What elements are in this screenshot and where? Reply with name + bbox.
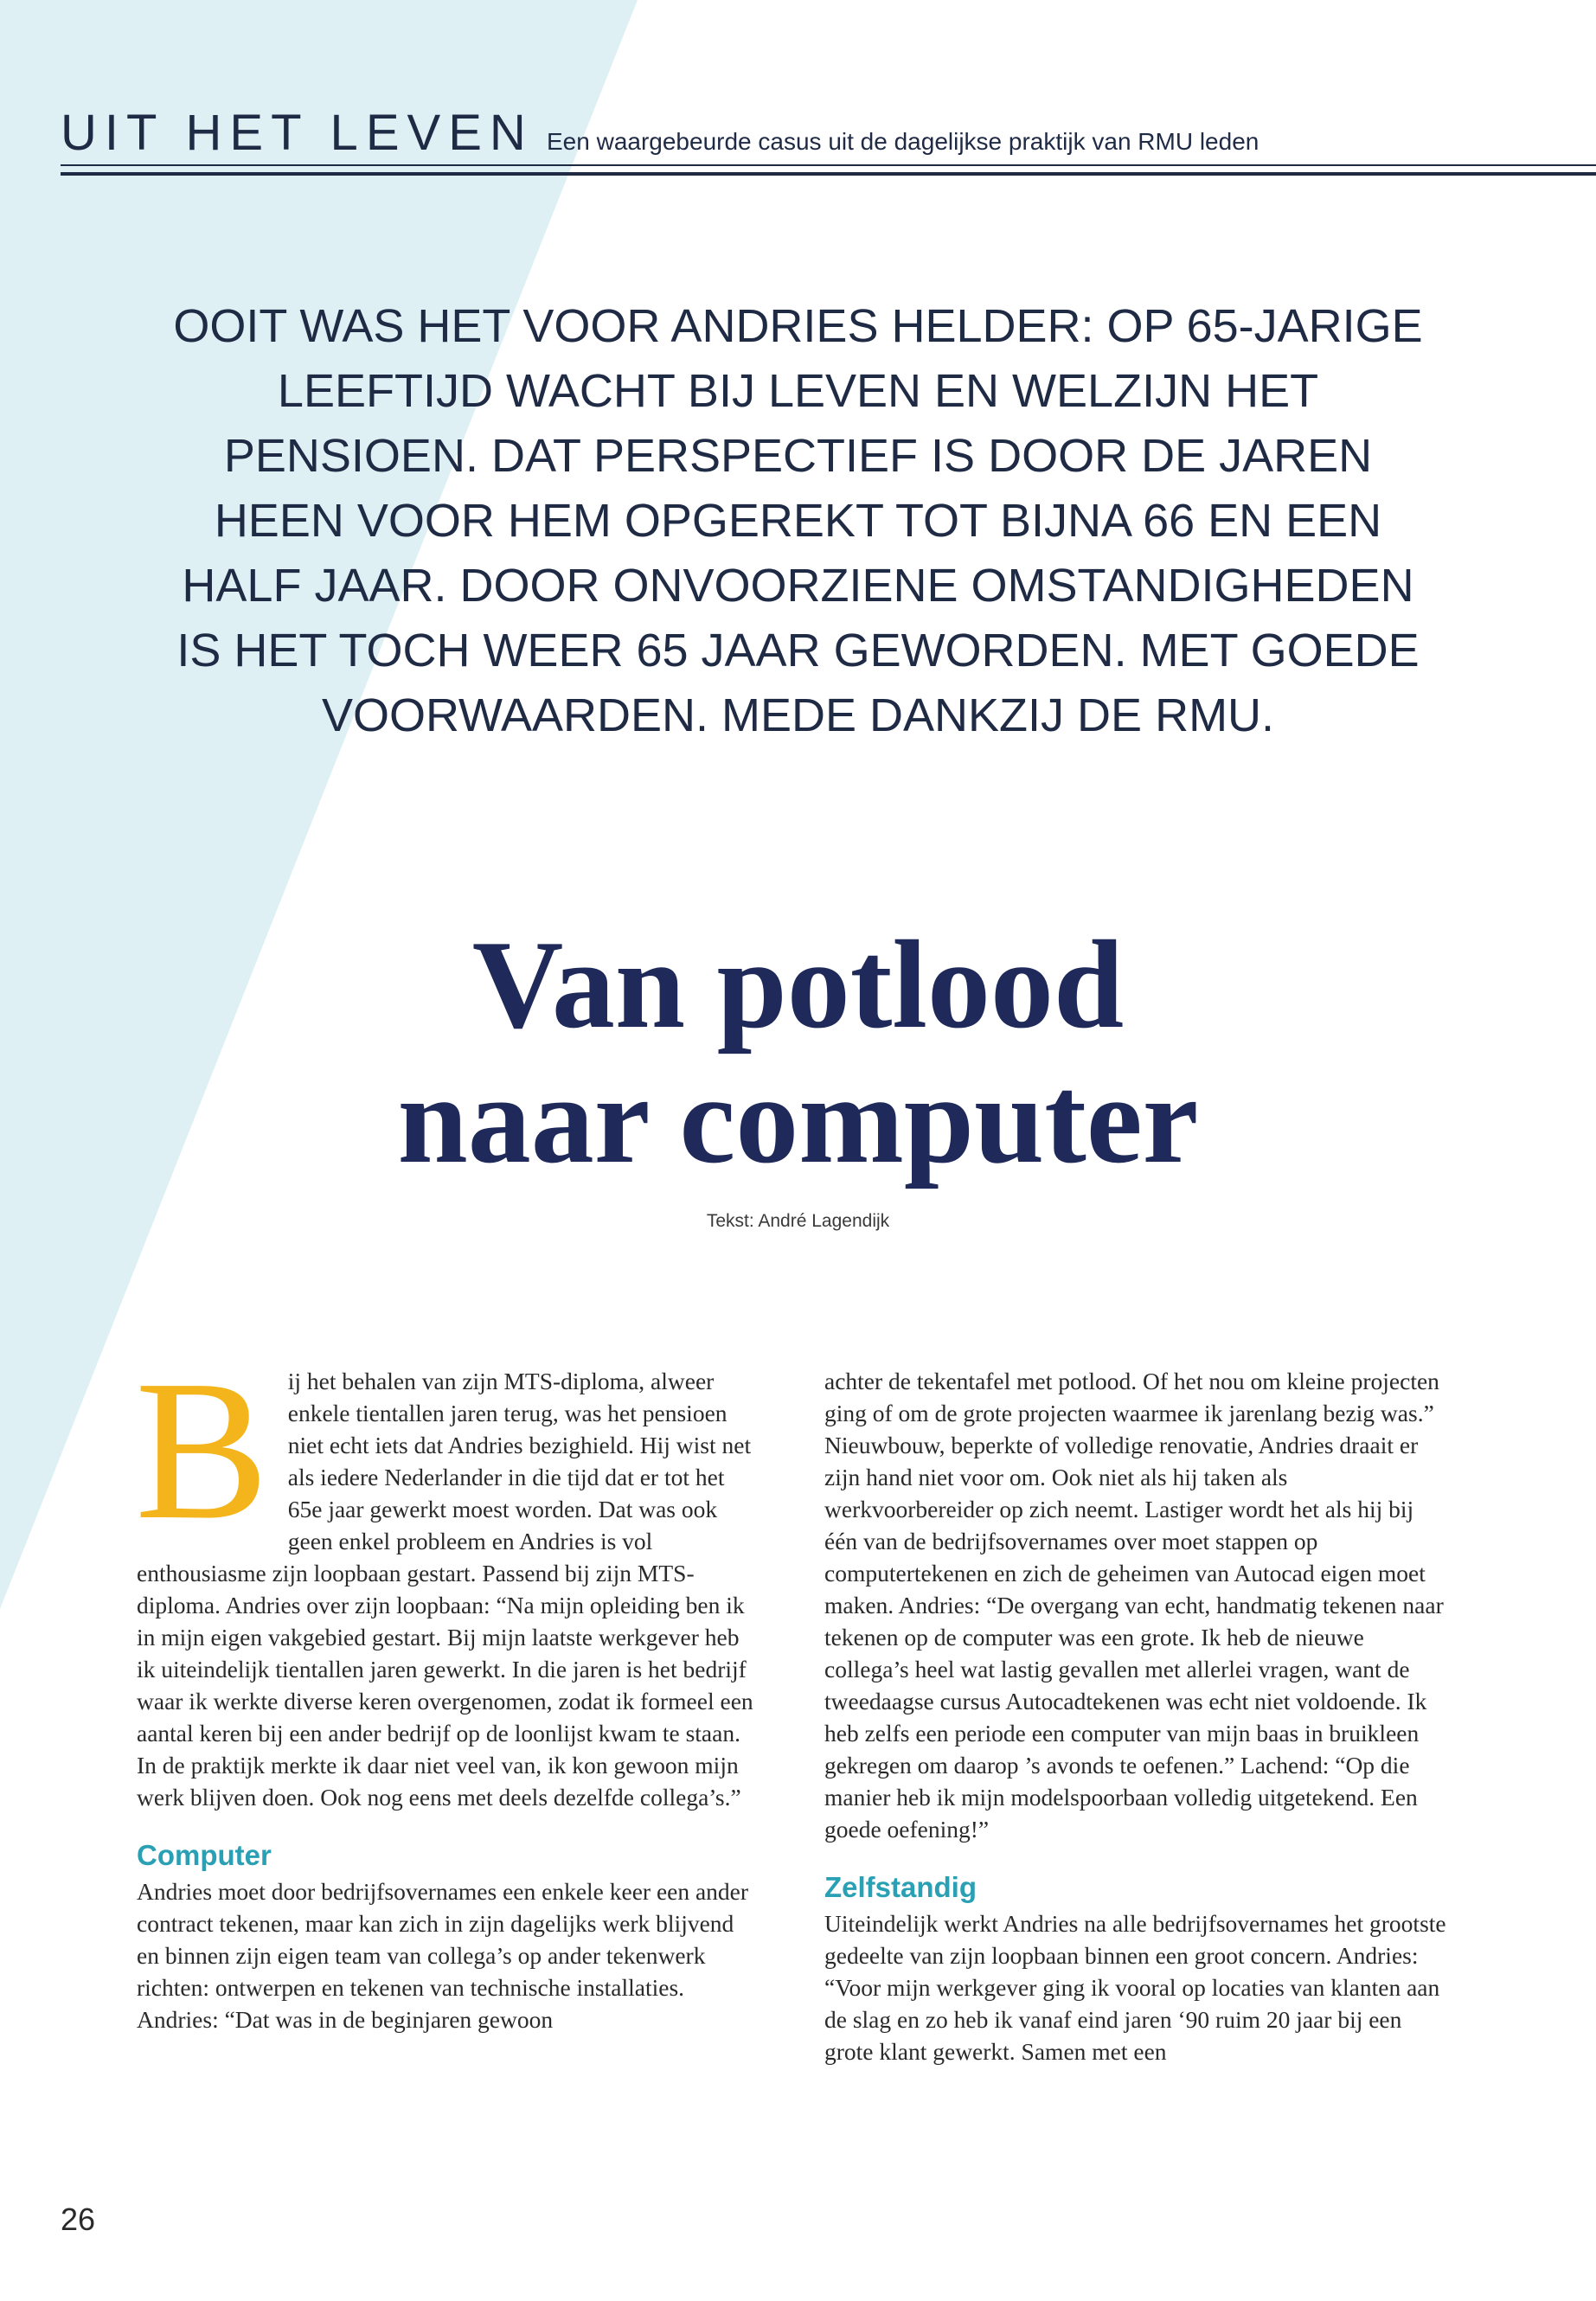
paragraph-continued: achter de tekentafel met potlood. Of het nou om kleine projecten ging of om de grote projecten waarmee ik jarenlang bezig was.” Nieuwbouw, beperkte of volledige renovatie, Andries draait er zijn hand niet voor om. Ook niet als hij taken als werkvoorbereider op zich neemt. Lastiger wordt het als hij bij één van de bedrijfsovernames over moet stappen op computertekenen en zich de geheimen van Autocad eigen moet maken. Andries: “De overgang van echt, handmatig tekenen naar tekenen op de computer was een grote. Ik heb de nieuwe collega’s heel wat lastig gevallen met allerlei vragen, want de tweedaagse cursus Autocadtekenen was echt niet voldoende. Ik heb zelfs een periode een computer van mijn baas in bruikleen gekregen om daarop ’s avonds te oefenen.” Lachend: “Op die manier heb ik mijn modelspoorbaan volledig uitgetekend. Een goede oefening!” [824, 1368, 1444, 1843]
header-rule-thin [61, 164, 1596, 166]
byline: Tekst: André Lagendijk [706, 1211, 890, 1231]
opening-paragraph-text: ij het behalen van zijn MTS-diploma, alweer enkele tientallen jaren terug, was het pensioen niet echt iets dat Andries bezighield. Hij wist net als iedere Nederlander in die tijd dat er tot het 65e jaar gewerkt moest worden. Dat was ook geen enkel probleem en Andries is vol enthousiasme zijn loopbaan gestart. Passend bij zijn MTS-diploma. Andries over zijn loopbaan: “Na mijn opleiding ben ik in mijn eigen vakgebied gestart. Bij mijn laatste werkgever heb ik uiteindelijk tientallen jaren gewerkt. In die jaren is het bedrijf waar ik werkte diverse keren overgenomen, zodat ik formeel een aantal keren bij een ander bedrijf op de loonlijst kwam te staan. In de praktijk merkte ik daar niet veel van, ik kon gewoon mijn werk blijven doen. Ook nog eens met deels dezelfde collega’s.” [137, 1368, 753, 1811]
article-title [0, 914, 1596, 1189]
article-title-line-2: naar computer [397, 1049, 1199, 1189]
header-rule-thick [61, 172, 1596, 176]
section-label: UIT HET LEVEN [61, 105, 534, 161]
subhead-computer: Computer [137, 1839, 272, 1871]
text-column-left [135, 1339, 760, 2035]
section-tagline: Een waargebeurde casus uit de dagelijkse praktijk van RMU leden [547, 128, 1259, 155]
text-column-right [824, 1365, 1447, 2067]
paragraph-zelfstandig: Uiteindelijk werkt Andries na alle bedrijfsovernames het grootste gedeelte van zijn loopbaan binnen een groot concern. Andries: “Voor mijn werkgever ging ik vooral op locaties van klanten aan de slag en zo heb ik vanaf eind jaren ‘90 ruim 20 jaar bij een grote klant gewerkt. Samen met een [824, 1910, 1446, 2065]
paragraph-computer: Andries moet door bedrijfsovernames een enkele keer een ander contract tekenen, maar kan zich in zijn dagelijks werk blijvend en binnen zijn eigen team van collega’s op ander tekenwerk richten: ontwerpen en tekenen van technische installaties. Andries: “Dat was in de beginjaren gewoon [137, 1878, 749, 2033]
page-number: 26 [61, 2202, 96, 2237]
article-title-line-1: Van potlood [471, 914, 1125, 1054]
intro-lead: OOIT WAS HET VOOR ANDRIES HELDER: OP 65-JARIGE LEEFTIJD WACHT BIJ LEVEN EN WELZIJN HET PENSIOEN. DAT PERSPECTIEF IS DOOR DE JAREN HEEN VOOR HEM OPGEREKT TOT BIJNA 66 EN EEN HALF JAAR. DOOR ONVOORZIENE OMSTANDIGHEDEN IS HET TOCH WEER 65 JAAR GEWORDEN. MET GOEDE VOORWAARDEN. MEDE DANKZIJ DE RMU. [173, 300, 1423, 741]
dropcap: B [135, 1339, 269, 1561]
opening-paragraph [135, 1339, 760, 1813]
subhead-zelfstandig: Zelfstandig [824, 1871, 977, 1903]
